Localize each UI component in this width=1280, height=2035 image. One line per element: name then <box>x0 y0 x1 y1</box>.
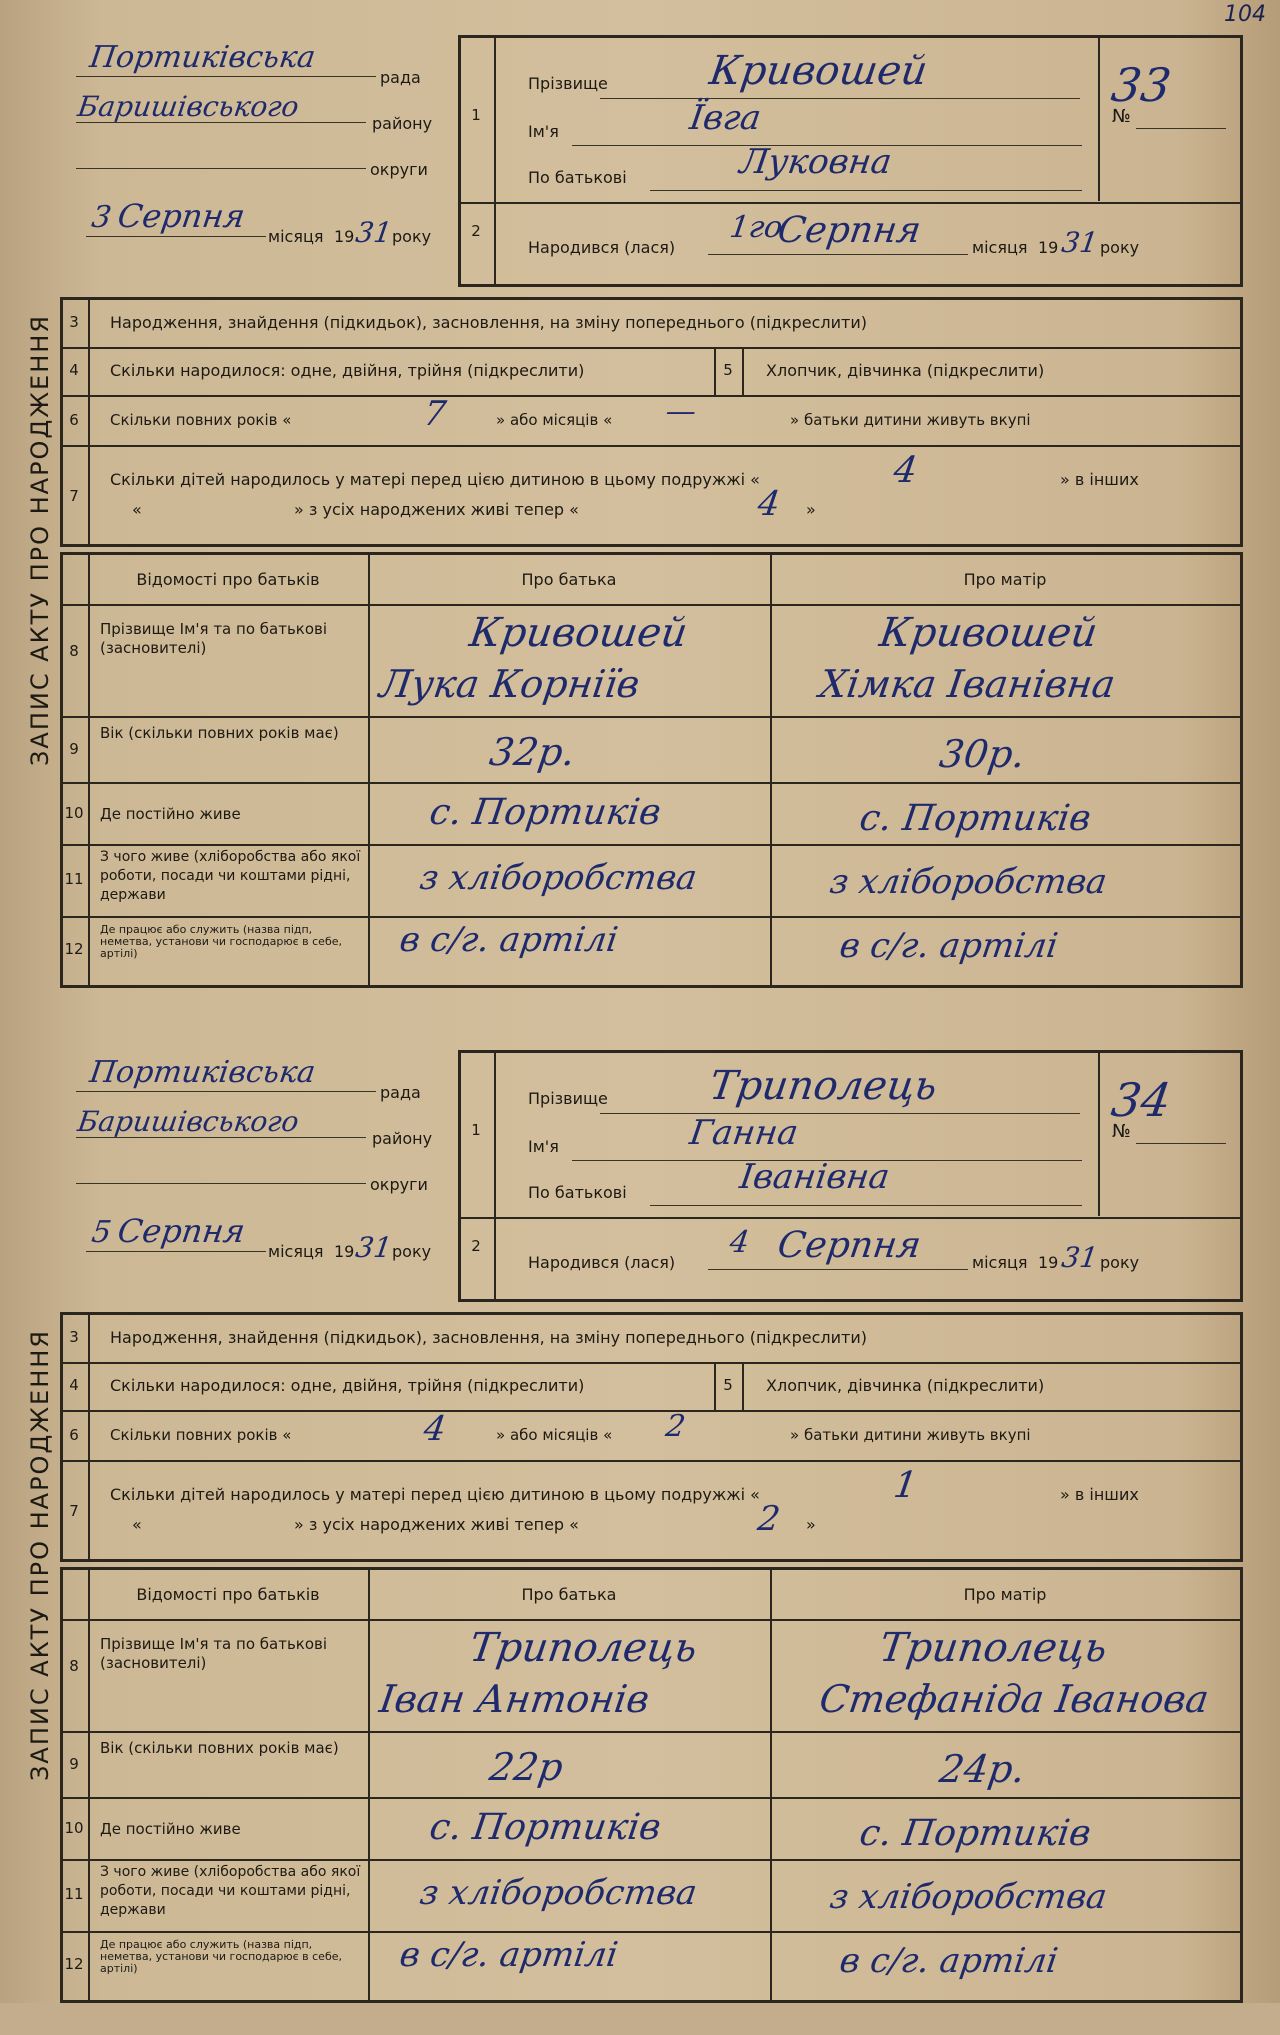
row7-count: 1 <box>891 1465 920 1506</box>
act-number-label: № <box>1112 106 1131 127</box>
row-number: 3 <box>69 1328 79 1346</box>
mother-residence: с. Портиків <box>857 1813 1094 1854</box>
father-age: 22р <box>486 1745 566 1789</box>
child-patronymic: Луковна <box>737 142 895 182</box>
father-surname: Кривошей <box>466 610 691 656</box>
name-label: Ім'я <box>528 122 559 141</box>
row9-label: Вік (скільки повних років має) <box>100 724 339 742</box>
row7-alive: 2 <box>755 1499 783 1539</box>
name-label: Ім'я <box>528 1137 559 1156</box>
mother-living: з хліборобства <box>827 862 1110 902</box>
row7-alive: 4 <box>755 484 783 524</box>
born-year-label: року <box>1100 1253 1140 1272</box>
row-number: 9 <box>69 740 79 758</box>
reg-year-prefix: 19 <box>334 227 355 246</box>
surname-label: Прізвище <box>528 74 608 93</box>
row-number: 7 <box>69 1502 79 1520</box>
row-number: 5 <box>723 361 733 379</box>
mother-residence: с. Портиків <box>857 798 1094 839</box>
row7-label: » в інших <box>1060 470 1139 489</box>
row11-label: З чого живе (хліборобства або якої роботи, посади чи коштами рідні, держави <box>100 849 361 903</box>
row7-label: » <box>806 500 816 519</box>
mother-work: в с/г. артілі <box>837 926 1061 966</box>
born-day: 1го <box>727 210 785 245</box>
born-year-label: року <box>1100 238 1140 257</box>
row8-label: Прізвище Ім'я та по батькові (засновителі) <box>100 620 328 657</box>
mother-work: в с/г. артілі <box>837 1941 1061 1981</box>
row6-label: » або місяців « <box>496 1426 613 1444</box>
page-number: 104 <box>1224 2 1266 27</box>
row11-label: З чого живе (хліборобства або якої роботи, посади чи коштами рідні, держави <box>100 1864 361 1918</box>
father-header: Про батька <box>521 570 617 589</box>
row-number: 6 <box>69 411 79 429</box>
council-label: рада <box>380 1083 421 1102</box>
mother-age: 30р. <box>936 732 1028 776</box>
row-number: 7 <box>69 487 79 505</box>
row-number: 12 <box>64 1955 84 1973</box>
row6-label: » або місяців « <box>496 411 613 429</box>
reg-month-label: місяця <box>268 227 324 246</box>
row7-label: » в інших <box>1060 1485 1139 1504</box>
father-surname: Триполець <box>466 1625 700 1671</box>
row-number: 4 <box>69 1376 79 1394</box>
row6-label: Скільки повних років « <box>110 411 292 429</box>
reg-day: 5 <box>89 1215 114 1250</box>
row10-label: Де постійно живе <box>100 805 241 823</box>
side-title: ЗАПИС АКТУ ПРО НАРОДЖЕННЯ <box>26 314 54 766</box>
row5-label: Хлопчик, дівчинка (підкреслити) <box>766 361 1045 380</box>
row4-label: Скільки народилося: одне, двійня, трійня (підкреслити) <box>110 1376 585 1395</box>
row7-label: « <box>132 500 142 519</box>
mother-surname: Кривошей <box>876 610 1101 656</box>
born-day: 4 <box>727 1225 752 1260</box>
born-label: Народився (лася) <box>528 1253 676 1272</box>
father-living: з хліборобства <box>417 858 700 898</box>
mother-header: Про матір <box>963 1585 1047 1604</box>
reg-year-label: року <box>392 227 432 246</box>
row12-label: Де працює або служить (назва підп, неметва, установи чи господарює в себе, артілі) <box>100 923 342 960</box>
born-month: Серпня <box>775 210 924 251</box>
row-number: 12 <box>64 940 84 958</box>
okrug-label: округи <box>370 1175 428 1194</box>
row-number: 10 <box>64 804 84 822</box>
row-number: 1 <box>471 106 481 124</box>
row-number: 5 <box>723 1376 733 1394</box>
row6-label: » батьки дитини живуть вкупі <box>790 1426 1031 1444</box>
reg-month: Серпня <box>115 197 248 235</box>
district-label: району <box>372 114 433 133</box>
row-number: 8 <box>69 642 79 660</box>
row9-label: Вік (скільки повних років має) <box>100 1739 339 1757</box>
row4-label: Скільки народилося: одне, двійня, трійня (підкреслити) <box>110 361 585 380</box>
act-number: 33 <box>1108 58 1175 112</box>
born-month-label: місяця <box>972 238 1028 257</box>
council-name: Портиківська <box>87 40 318 75</box>
council-name: Портиківська <box>87 1055 318 1090</box>
row-number: 8 <box>69 1657 79 1675</box>
row7-count: 4 <box>891 450 920 491</box>
row7-label: » з усіх народжених живі тепер « <box>294 1515 579 1534</box>
row-number: 11 <box>64 1885 84 1903</box>
born-month: Серпня <box>775 1225 924 1266</box>
district-label: району <box>372 1129 433 1148</box>
mother-name: Хімка Іванівна <box>816 662 1119 706</box>
father-work: в с/г. артілі <box>397 1935 621 1975</box>
row-number: 2 <box>471 222 481 240</box>
child-name: Ганна <box>687 1113 801 1153</box>
row12-label: Де працює або служить (назва підп, неметва, установи чи господарює в себе, артілі) <box>100 1938 342 1975</box>
council-label: рада <box>380 68 421 87</box>
reg-year-label: року <box>392 1242 432 1261</box>
row6-label: Скільки повних років « <box>110 1426 292 1444</box>
father-name: Іван Антонів <box>376 1677 653 1721</box>
row3-label: Народження, знайдення (підкидьок), засновлення, на зміну попереднього (підкреслити) <box>110 313 867 332</box>
row-number: 9 <box>69 1755 79 1773</box>
act-number: 34 <box>1108 1073 1175 1127</box>
district-name: Баришівського <box>75 1105 301 1138</box>
parents-header: Відомості про батьків <box>136 570 320 589</box>
mother-living: з хліборобства <box>827 1877 1110 1917</box>
father-living: з хліборобства <box>417 1873 700 1913</box>
district-name: Баришівського <box>75 90 301 123</box>
row7-label: » з усіх народжених живі тепер « <box>294 500 579 519</box>
reg-month-label: місяця <box>268 1242 324 1261</box>
patronymic-label: По батькові <box>528 1183 627 1202</box>
patronymic-label: По батькові <box>528 168 627 187</box>
side-title: ЗАПИС АКТУ ПРО НАРОДЖЕННЯ <box>26 1329 54 1781</box>
reg-year-suffix: 31 <box>353 216 394 249</box>
row7-label: « <box>132 1515 142 1534</box>
parents-header: Відомості про батьків <box>136 1585 320 1604</box>
reg-year-suffix: 31 <box>353 1231 394 1264</box>
reg-day: 3 <box>89 200 114 235</box>
father-work: в с/г. артілі <box>397 920 621 960</box>
row6-years: 7 <box>421 394 449 434</box>
child-patronymic: Іванівна <box>737 1157 893 1197</box>
row7-label: Скільки дітей народилось у матері перед цією дитиною в цьому подружжі « <box>110 470 760 489</box>
row7-label: Скільки дітей народилось у матері перед цією дитиною в цьому подружжі « <box>110 1485 760 1504</box>
row6-months: — <box>663 394 699 429</box>
row-number: 2 <box>471 1237 481 1255</box>
row6-months: 2 <box>663 1409 688 1444</box>
reg-year-prefix: 19 <box>334 1242 355 1261</box>
mother-age: 24р. <box>936 1747 1028 1791</box>
row8-label: Прізвище Ім'я та по батькові (засновителі) <box>100 1635 328 1672</box>
born-year-suffix: 31 <box>1059 1241 1100 1274</box>
okrug-label: округи <box>370 160 428 179</box>
child-surname: Триполець <box>706 1063 940 1109</box>
mother-surname: Триполець <box>876 1625 1110 1671</box>
father-header: Про батька <box>521 1585 617 1604</box>
surname-label: Прізвище <box>528 1089 608 1108</box>
row-number: 10 <box>64 1819 84 1837</box>
birth-record <box>0 1055 1270 2015</box>
act-number-label: № <box>1112 1121 1131 1142</box>
row-number: 11 <box>64 870 84 888</box>
row-number: 4 <box>69 361 79 379</box>
row-number: 3 <box>69 313 79 331</box>
birth-record <box>0 40 1270 1000</box>
row-number: 1 <box>471 1121 481 1139</box>
father-residence: с. Портиків <box>427 1807 664 1848</box>
born-month-label: місяця <box>972 1253 1028 1272</box>
born-label: Народився (лася) <box>528 238 676 257</box>
child-name: Ївга <box>687 98 764 138</box>
father-name: Лука Корніїв <box>376 662 643 706</box>
mother-header: Про матір <box>963 570 1047 589</box>
row3-label: Народження, знайдення (підкидьок), засновлення, на зміну попереднього (підкреслити) <box>110 1328 867 1347</box>
row5-label: Хлопчик, дівчинка (підкреслити) <box>766 1376 1045 1395</box>
row6-years: 4 <box>421 1409 449 1449</box>
father-age: 32р. <box>486 730 578 774</box>
born-year-prefix: 19 <box>1038 238 1059 257</box>
born-year-suffix: 31 <box>1059 226 1100 259</box>
reg-month: Серпня <box>115 1212 248 1250</box>
row10-label: Де постійно живе <box>100 1820 241 1838</box>
row-number: 6 <box>69 1426 79 1444</box>
born-year-prefix: 19 <box>1038 1253 1059 1272</box>
mother-name: Стефаніда Іванова <box>816 1677 1212 1721</box>
row6-label: » батьки дитини живуть вкупі <box>790 411 1031 429</box>
child-surname: Кривошей <box>706 48 931 94</box>
father-residence: с. Портиків <box>427 792 664 833</box>
row7-label: » <box>806 1515 816 1534</box>
